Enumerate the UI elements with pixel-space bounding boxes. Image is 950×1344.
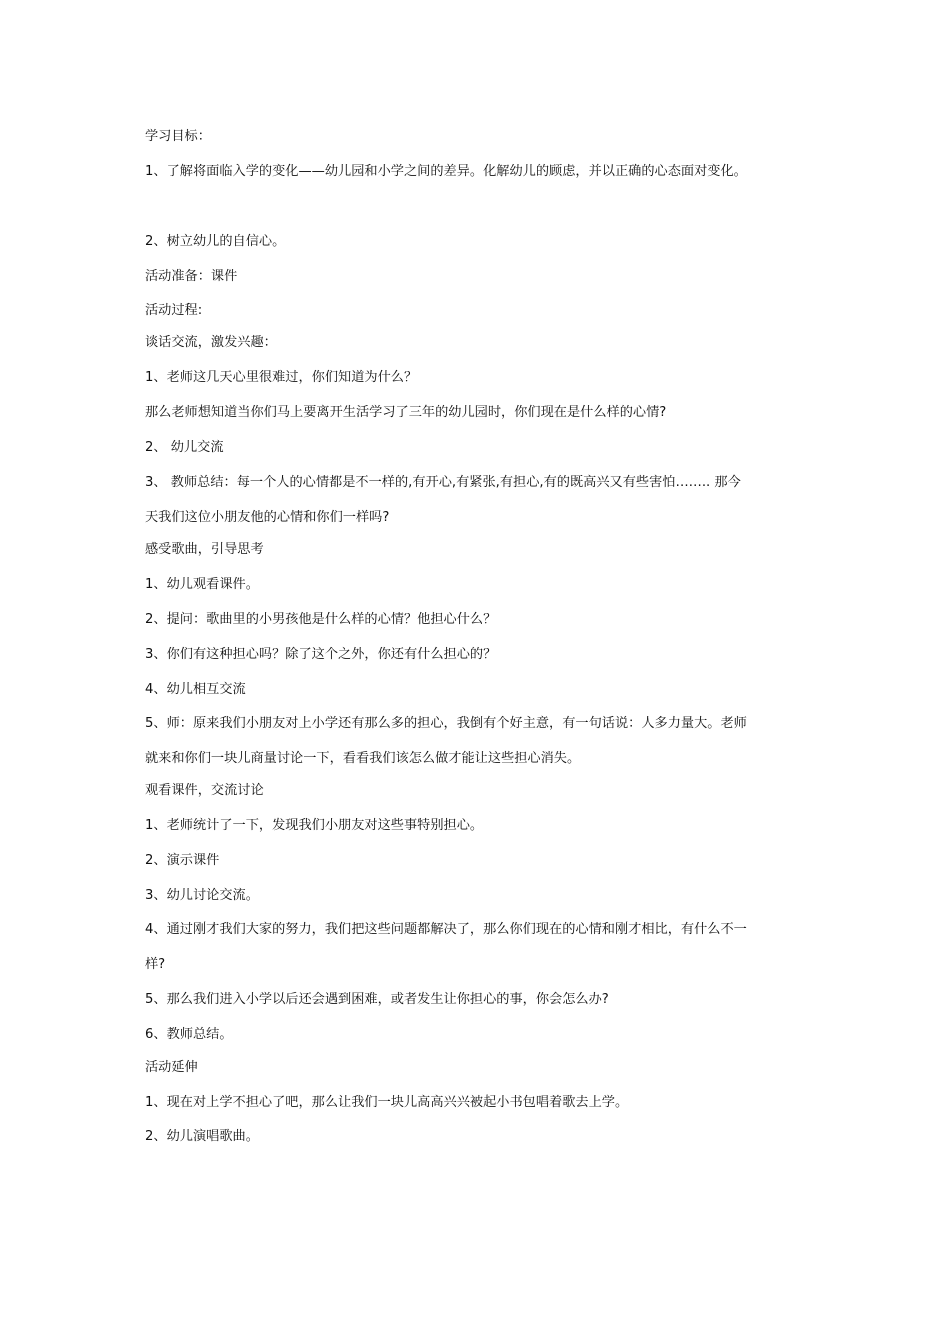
heading-process: 活动过程: bbox=[145, 303, 203, 318]
section-courseware: 观看课件，交流讨论 bbox=[145, 783, 264, 798]
talk-item-3-cont: 天我们这位小朋友他的心情和你们一样吗? bbox=[145, 510, 390, 525]
goal-item-2: 2、树立幼儿的自信心。 bbox=[145, 234, 286, 249]
song-item-2: 2、提问：歌曲里的小男孩他是什么样的心情？他担心什么？ bbox=[145, 612, 497, 627]
courseware-item-4: 4、通过刚才我们大家的努力，我们把这些问题都解决了，那么你们现在的心情和刚才相比，有什么不一 bbox=[145, 922, 747, 937]
talk-item-1: 1、老师这几天心里很难过，你们知道为什么？ bbox=[145, 370, 418, 385]
section-talk-exchange: 谈话交流，激发兴趣： bbox=[145, 335, 277, 350]
courseware-item-4-cont: 样? bbox=[145, 957, 166, 972]
song-item-3: 3、你们有这种担心吗？除了这个之外，你还有什么担心的？ bbox=[145, 647, 497, 662]
heading-learning-goals: 学习目标： bbox=[145, 129, 211, 144]
section-extension: 活动延伸 bbox=[145, 1060, 198, 1075]
talk-item-3: 3、 教师总结：每一个人的心情都是不一样的,有开心,有紧张,有担心,有的既高兴又有些害怕…….. 那今 bbox=[145, 475, 741, 490]
talk-question: 那么老师想知道当你们马上要离开生活学习了三年的幼儿园时，你们现在是什么样的心情? bbox=[145, 405, 667, 420]
song-item-5: 5、师：原来我们小朋友对上小学还有那么多的担心，我倒有个好主意，有一句话说：人多力量大。老师 bbox=[145, 716, 747, 731]
section-song: 感受歌曲，引导思考 bbox=[145, 542, 264, 557]
heading-preparation: 活动准备：课件 bbox=[145, 269, 238, 284]
goal-item-1: 1、了解将面临入学的变化——幼儿园和小学之间的差异。化解幼儿的顾虑，并以正确的心态面对变化。 bbox=[145, 164, 747, 179]
courseware-item-2: 2、演示课件 bbox=[145, 853, 220, 868]
talk-item-2: 2、 幼儿交流 bbox=[145, 440, 224, 455]
extension-item-1: 1、现在对上学不担心了吧，那么让我们一块儿高高兴兴被起小书包唱着歌去上学。 bbox=[145, 1095, 629, 1110]
courseware-item-5: 5、那么我们进入小学以后还会遇到困难，或者发生让你担心的事，你会怎么办? bbox=[145, 992, 609, 1007]
courseware-item-6: 6、教师总结。 bbox=[145, 1027, 233, 1042]
song-item-5-cont: 就来和你们一块儿商量讨论一下，看看我们该怎么做才能让这些担心消失。 bbox=[145, 751, 581, 766]
courseware-item-3: 3、幼儿讨论交流。 bbox=[145, 888, 259, 903]
song-item-1: 1、幼儿观看课件。 bbox=[145, 577, 259, 592]
song-item-4: 4、幼儿相互交流 bbox=[145, 682, 246, 697]
courseware-item-1: 1、老师统计了一下，发现我们小朋友对这些事特别担心。 bbox=[145, 818, 484, 833]
extension-item-2: 2、幼儿演唱歌曲。 bbox=[145, 1129, 259, 1144]
